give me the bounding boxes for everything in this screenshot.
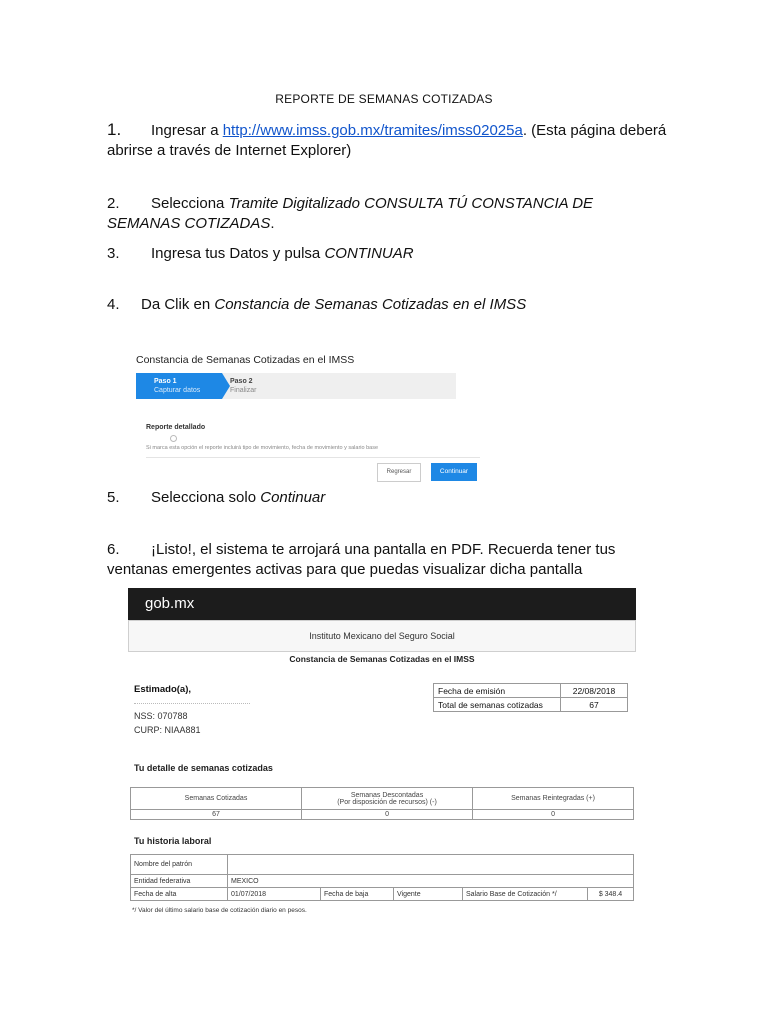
emision-value: 22/08/2018 — [561, 684, 628, 698]
step-3 — [107, 244, 667, 264]
reporte-detallado-label: Reporte detallado — [146, 424, 206, 431]
wizard-step-1-label: Paso 1 — [154, 378, 177, 385]
step-number: 5. — [107, 489, 120, 506]
continuar-button[interactable]: Continuar — [431, 463, 477, 481]
val-reintegradas: 0 — [473, 810, 634, 820]
step-4 — [107, 295, 667, 315]
constancia-pdf-screenshot — [128, 588, 636, 928]
step-text-post: . — [270, 215, 275, 232]
nss-value: NSS: 070788 — [134, 711, 188, 721]
form-title: Constancia de Semanas Cotizadas en el IMSS — [136, 354, 355, 366]
step-text: ¡Listo!, el sistema te arrojará una pantalla en PDF. Recuerda tener tus ventanas emergentes activas para que puedas visualizar dicha pantalla — [107, 541, 616, 578]
val-cotizadas: 67 — [131, 810, 302, 820]
divider — [146, 457, 480, 458]
redacted-name — [134, 703, 250, 708]
step-number: 2. — [107, 195, 120, 212]
reporte-note: Si marca esta opción el reporte incluirá tipo de movimiento, fecha de movimiento y salario base — [146, 445, 379, 451]
historia-heading: Tu historia laboral — [134, 836, 212, 846]
wizard-step-2-label: Paso 2 — [230, 378, 253, 385]
wizard-step-2-sub: Finalizar — [230, 387, 257, 394]
table-row — [434, 698, 628, 712]
curp-value: CURP: NIAA881 — [134, 725, 201, 735]
baja-value: Vigente — [394, 888, 463, 901]
regresar-button[interactable]: Regresar — [377, 463, 421, 482]
alta-value: 01/07/2018 — [228, 888, 321, 901]
total-value: 67 — [561, 698, 628, 712]
total-label: Total de semanas cotizadas — [434, 698, 561, 712]
wizard-steps — [136, 373, 456, 399]
val-descontadas: 0 — [302, 810, 473, 820]
table-row — [131, 875, 634, 888]
entidad-value: MEXICO — [228, 875, 634, 888]
col-descontadas-title: Semanas Descontadas — [350, 791, 424, 799]
step-number: 4. — [107, 296, 120, 313]
table-row — [131, 855, 634, 875]
wizard-step-1-sub: Capturar datos — [154, 387, 201, 394]
emision-table — [433, 683, 628, 712]
patron-value-redacted — [228, 855, 634, 875]
step-number: 6. — [107, 541, 120, 558]
step-text: Selecciona — [151, 195, 229, 212]
constancia-form-screenshot — [134, 346, 480, 482]
footnote: */ Valor del último salario base de cotización diario en pesos. — [132, 907, 307, 914]
step-number: 1. — [107, 120, 122, 139]
step-italic: Constancia de Semanas Cotizadas en el IMSS — [214, 296, 527, 313]
estimado-label: Estimado(a), — [134, 684, 192, 695]
col-descontadas-sub: (Por disposición de recursos) (-) — [337, 798, 437, 806]
col-semanas-descontadas — [302, 788, 473, 810]
alta-label: Fecha de alta — [131, 888, 228, 901]
salario-label: Salario Base de Cotización */ — [463, 888, 588, 901]
institute-banner: Instituto Mexicano del Seguro Social — [128, 620, 636, 652]
emision-label: Fecha de emisión — [434, 684, 561, 698]
document-title: REPORTE DE SEMANAS COTIZADAS — [275, 92, 493, 106]
step-text-post: . (Esta página deberá abrirse a través de Internet Explorer) — [107, 122, 667, 159]
step-6 — [107, 540, 667, 580]
patron-label: Nombre del patrón — [131, 855, 228, 875]
entidad-label: Entidad federativa — [131, 875, 228, 888]
detalle-heading: Tu detalle de semanas cotizadas — [134, 763, 273, 773]
step-text: Da Clik en — [141, 296, 215, 313]
table-row — [131, 810, 634, 820]
step-number: 3. — [107, 245, 120, 262]
table-row — [131, 788, 634, 810]
historia-table — [130, 854, 634, 901]
table-row — [131, 888, 634, 901]
col-semanas-cotizadas: Semanas Cotizadas — [131, 788, 302, 810]
step-1 — [107, 120, 667, 161]
wizard-step-2 — [230, 377, 256, 395]
step-italic: Tramite Digitalizado CONSULTA TÚ CONSTANCIA DE SEMANAS COTIZADAS — [107, 195, 594, 232]
col-semanas-reintegradas: Semanas Reintegradas (+) — [473, 788, 634, 810]
imss-link[interactable]: http://www.imss.gob.mx/tramites/imss02025a — [222, 122, 523, 139]
table-row — [434, 684, 628, 698]
wizard-step-1 — [154, 377, 200, 395]
step-text: Selecciona solo — [151, 489, 261, 506]
step-italic: CONTINUAR — [324, 245, 414, 262]
step-text: Ingresa tus Datos y pulsa — [151, 245, 325, 262]
detalle-table — [130, 787, 634, 820]
step-2 — [107, 194, 667, 234]
step-text: Ingresar a — [151, 122, 223, 139]
gobmx-header — [128, 588, 636, 620]
salario-value: $ 348.4 — [588, 888, 634, 901]
reporte-detallado-radio[interactable] — [170, 435, 177, 442]
gobmx-logo: gob.mx — [145, 595, 195, 612]
step-italic: Continuar — [260, 489, 326, 506]
step-5 — [107, 488, 667, 508]
baja-label: Fecha de baja — [321, 888, 394, 901]
constancia-title: Constancia de Semanas Cotizadas en el IMSS — [289, 654, 475, 664]
